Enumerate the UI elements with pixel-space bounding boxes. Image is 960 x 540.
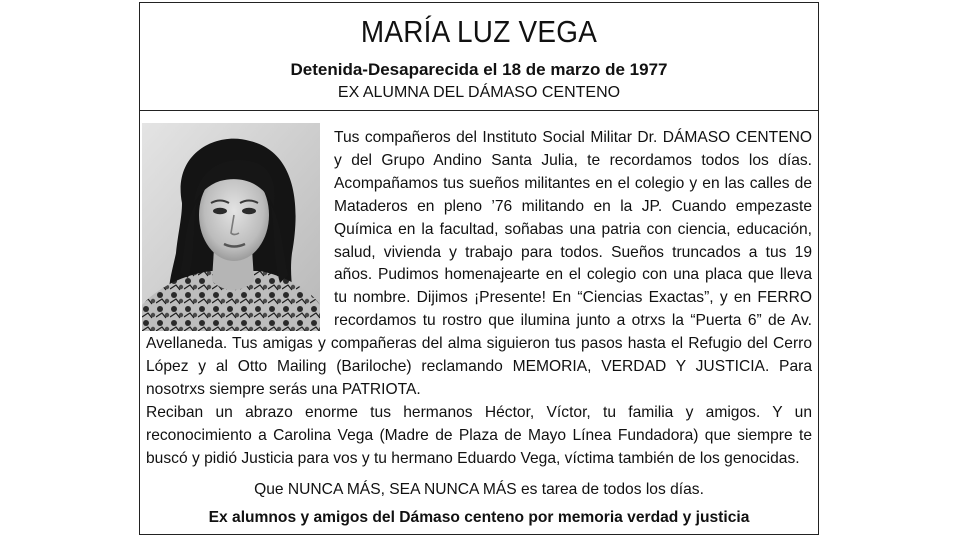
disappearance-date: Detenida-Desaparecida el 18 de marzo de 1977	[290, 60, 668, 79]
school-note: EX ALUMNA DEL DÁMASO CENTENO	[337, 84, 621, 101]
portrait-photo	[142, 123, 320, 331]
tribute-paragraph: Reciban un abrazo enorme tus hermanos Héctor, Víctor, tu familia y amigos. Y un reconocimiento a Carolina Vega (Madre de Plaza de Mayo Línea Fundadora) que siempre te buscó y pidió Justicia para vos y tu hermano Eduardo Vega, víctima también de los genocidas.	[146, 403, 812, 467]
tribute-paragraph: Tus compañeros del Instituto Social Militar Dr. DÁMASO CENTENO y del Grupo Andino Santa Julia, te recordamos todos los días. Acompañamos tus sueños militantes en el colegio y en las calles de Mataderos en pleno ’76 militando en la JP. Cuando empezaste Química en la facultad, soñabas una patria con ciencia, educación, salud, vivienda y trabajo para todos. Sueños truncados a tus 19 años. Pudimos homenajearte en el colegio con una placa que lleva tu nombre. Dijimos ¡Presente! En “Ciencias Exactas”, y en FERRO recordamos tu rostro que ilumina junto a otrxs la “Puerta 6” de Av. Avellaneda. Tus amigas y compañeras del alma siguieron tus pasos hasta el Refugio del Cerro López y al Otto Mailing (Bariloche) reclamando MEMORIA, VERDAD Y JUSTICIA. Para nosotrxs siempre serás una PATRIOTA.	[146, 129, 812, 398]
notice-header	[140, 3, 818, 111]
person-name: MARÍA LUZ VEGA	[360, 14, 598, 49]
closing-line: Que NUNCA MÁS, SEA NUNCA MÁS es tarea de todos los días.	[254, 480, 704, 498]
signature-line: Ex alumnos y amigos del Dámaso centeno por memoria verdad y justicia	[208, 508, 750, 526]
obituary-notice	[139, 2, 819, 535]
notice-body	[140, 111, 818, 526]
